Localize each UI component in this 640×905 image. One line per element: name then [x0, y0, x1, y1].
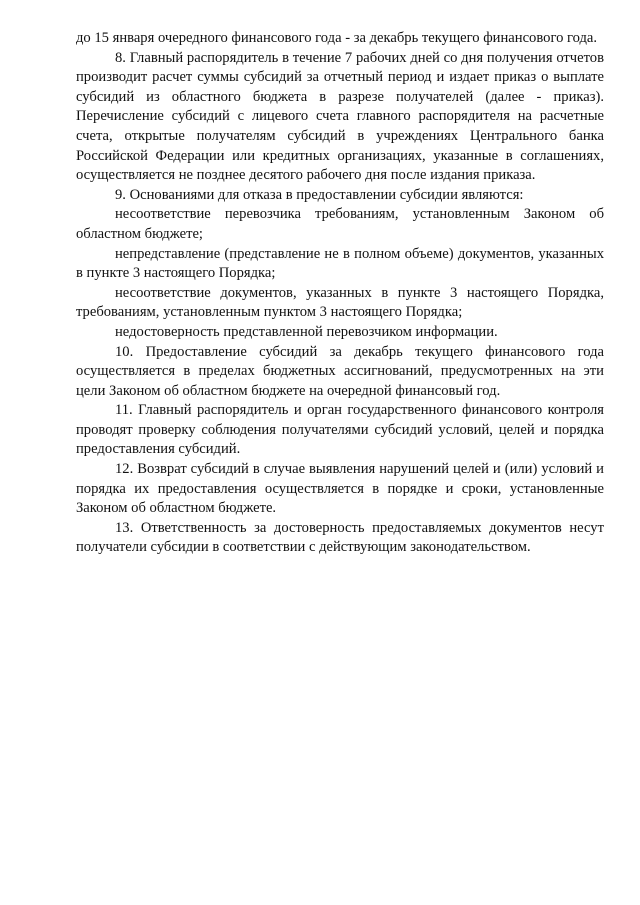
paragraph-11: 11. Главный распорядитель и орган государственного финансового контроля проводят проверку соблюдения получателями субсидий условий, целей и порядка предоставления субсидий.: [76, 402, 604, 458]
refusal-reason-1: несоответствие перевозчика требованиям, установленным Законом об областном бюджете;: [76, 206, 604, 242]
refusal-reason-2: непредставление (представление не в полном объеме) документов, указанных в пункте 3 настоящего Порядка;: [76, 245, 604, 282]
refusal-reason-3: несоответствие документов, указанных в пункте 3 настоящего Порядка, требованиям, установленным пунктом 3 настоящего Порядка;: [76, 284, 604, 321]
paragraph-13: 13. Ответственность за достоверность предоставляемых документов несут получатели субсидии в соответствии с действующим законодательством.: [76, 519, 604, 556]
refusal-reason-4: недостоверность представленной перевозчиком информации.: [115, 323, 498, 340]
paragraph-continuation: до 15 января очередного финансового года - за декабрь текущего финансового года.: [76, 30, 598, 46]
document-page: [76, 29, 604, 558]
paragraph-10: 10. Предоставление субсидий за декабрь текущего финансового года осуществляется в пределах бюджетных ассигнований, предусмотренных на эти цели Законом об областном бюджете на очередной финансовый год.: [76, 343, 604, 399]
paragraph-12: 12. Возврат субсидий в случае выявления нарушений целей и (или) условий и порядка их предоставления осуществляется в порядке и сроки, установленные Законом об областном бюджете.: [76, 461, 604, 517]
paragraph-8: 8. Главный распорядитель в течение 7 рабочих дней со дня получения отчетов производит расчет суммы субсидий за отчетный период и издает приказ о выплате субсидий из областного бюджета в разрезе получателей (далее - приказ). Перечисление субсидий с лицевого счета главного распорядителя на расчетные счета, открытые получателям субсидий в учреждениях Центрального банка Российской Федерации или кредитных организациях, указанные в соглашениях, осуществляется не позднее десятого рабочего дня после издания приказа.: [76, 49, 604, 184]
paragraph-9: 9. Основаниями для отказа в предоставлении субсидии являются:: [115, 186, 524, 203]
